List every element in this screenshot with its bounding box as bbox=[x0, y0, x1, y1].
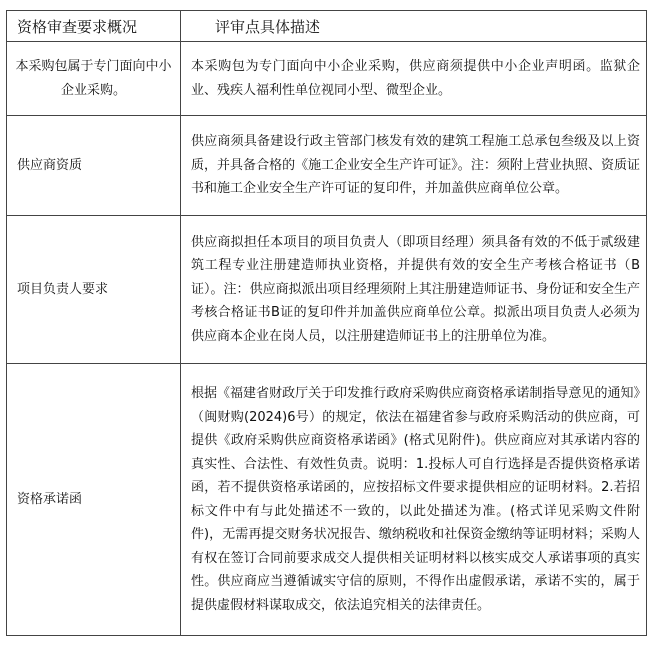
row-desc-project-manager: 供应商拟担任本项目的项目负责人（即项目经理）须具备有效的不低于贰级建筑工程专业注册建造师执业资格，并提供有效的安全生产考核合格证书（B证）。注：供应商拟派出项目经理须附上其注册建造师证书、身份证和安全生产考核合格证书B证的复印件并加盖供应商单位公章。拟派出项目负责人必须为供应商本企业在岗人员，以注册建造师证书上的注册单位为准。 bbox=[181, 216, 647, 364]
table-row-commitment-letter bbox=[7, 364, 647, 636]
row-desc-commitment-letter: 根据《福建省财政厅关于印发推行政府采购供应商资格承诺制指导意见的通知》（闽财购(2024)6号）的规定，依法在福建省参与政府采购活动的供应商，可提供《政府采购供应商资格承诺函》(格式见附件)。供应商应对其承诺内容的真实性、合法性、有效性负责。说明：1.投标人可自行选择是否提供资格承诺函，若不提供资格承诺函的，应按招标文件要求提供相应的证明材料。2.若招标文件中有与此处描述不一致的，以此处描述为准。(格式详见采购文件附件)，无需再提交财务状况报告、缴纳税收和社保资金缴纳等证明材料；采购人有权在签订合同前要求成交人提供相关证明材料以核实成交人承诺事项的真实性。供应商应当遵循诚实守信的原则，不得作出虚假承诺，承诺不实的，属于提供虚假材料谋取成交，依法追究相关的法律责任。 bbox=[181, 364, 647, 636]
row-label-sme: 本采购包属于专门面向中小企业采购。 bbox=[7, 42, 181, 116]
header-description: 评审点具体描述 bbox=[181, 11, 647, 42]
row-desc-qualification: 供应商须具备建设行政主管部门核发有效的建筑工程施工总承包叁级及以上资质，并具备合格的《施工企业安全生产许可证》。注：须附上营业执照、资质证书和施工企业安全生产许可证的复印件，并加盖供应商单位公章。 bbox=[181, 116, 647, 216]
row-label-qualification: 供应商资质 bbox=[7, 116, 181, 216]
qualification-table bbox=[6, 10, 647, 636]
table-row-project-manager bbox=[7, 216, 647, 364]
table-row-qualification bbox=[7, 116, 647, 216]
header-overview: 资格审查要求概况 bbox=[7, 11, 181, 42]
row-label-project-manager: 项目负责人要求 bbox=[7, 216, 181, 364]
row-label-commitment-letter: 资格承诺函 bbox=[7, 364, 181, 636]
table-row-sme bbox=[7, 42, 647, 116]
table-header-row bbox=[7, 11, 647, 42]
requirements-document bbox=[6, 10, 646, 636]
row-desc-sme: 本采购包为专门面向中小企业采购，供应商须提供中小企业声明函。监狱企业、残疾人福利性单位视同小型、微型企业。 bbox=[181, 42, 647, 116]
